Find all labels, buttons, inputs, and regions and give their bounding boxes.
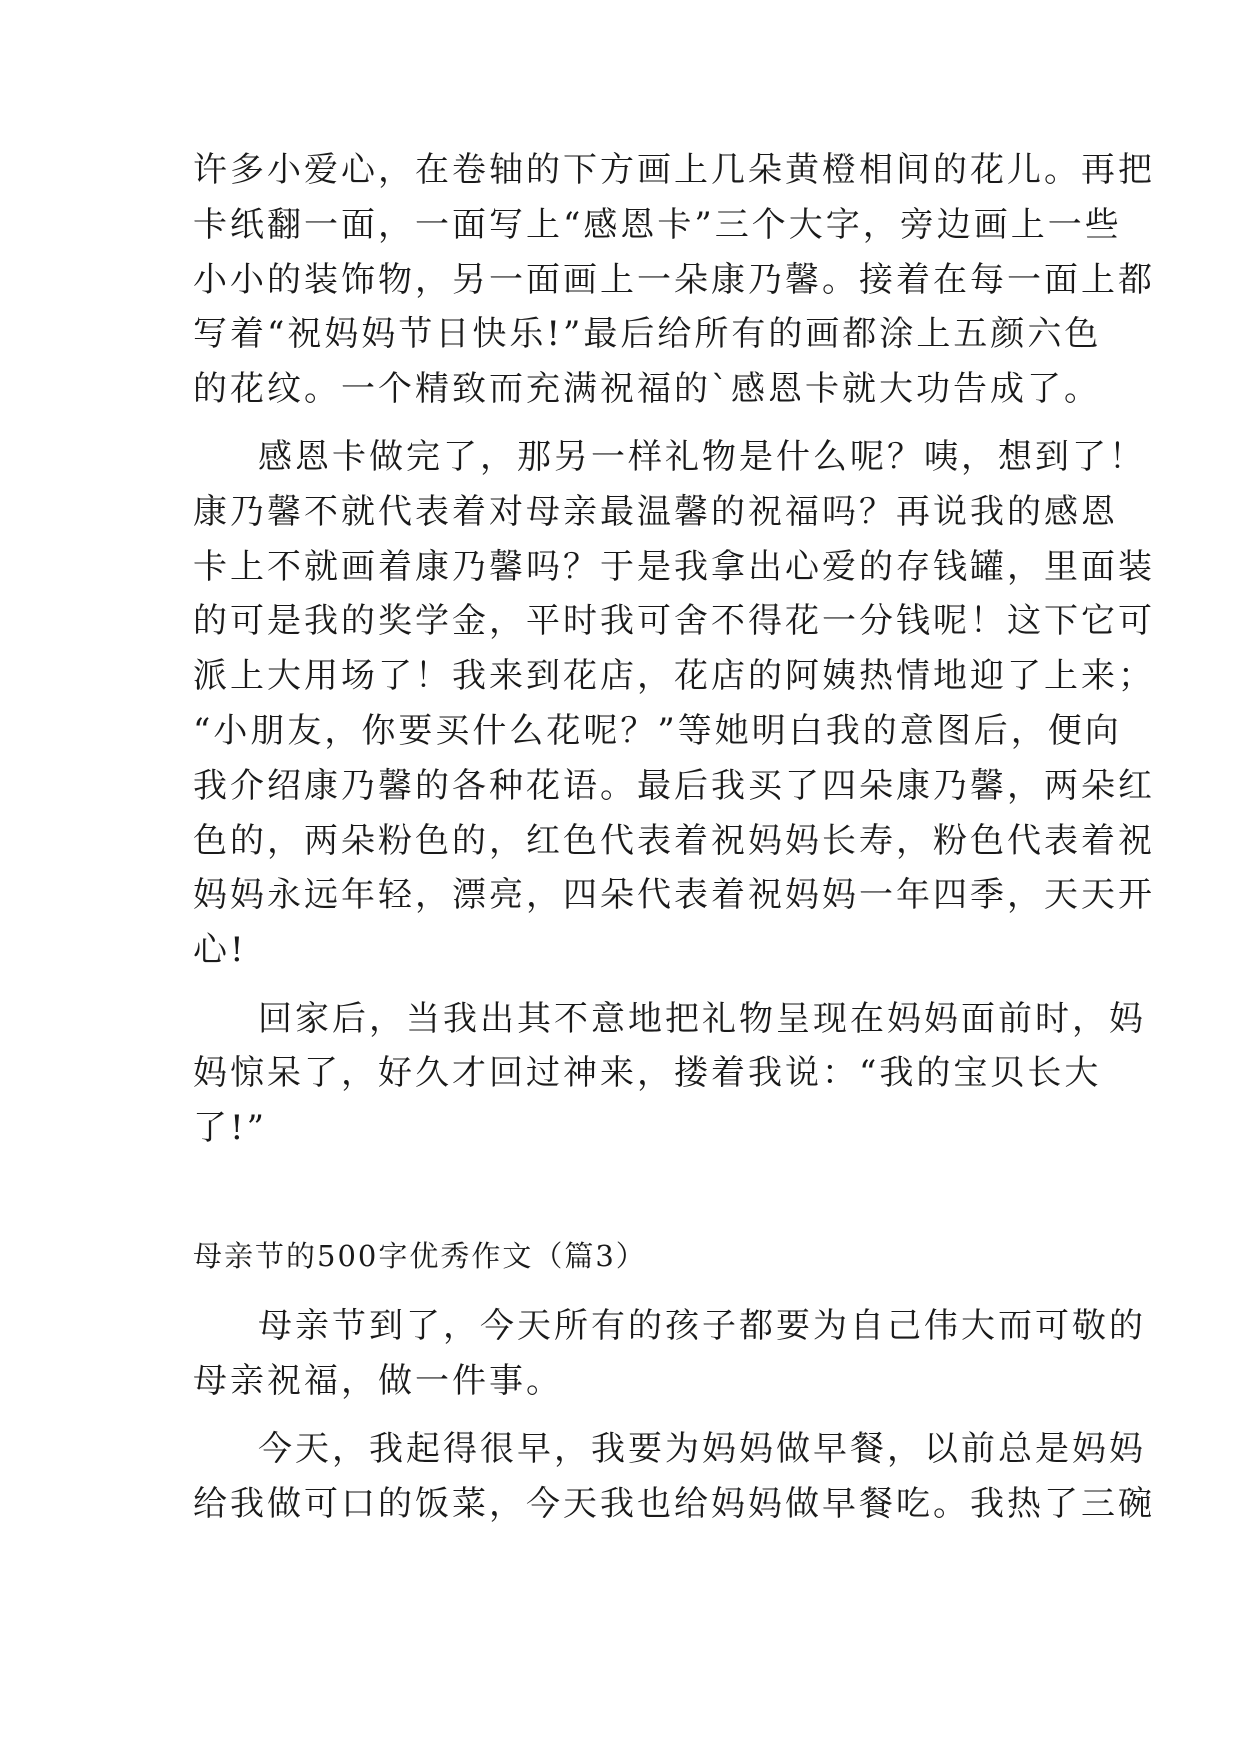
text-line: 妈惊呆了，好久才回过神来，搂着我说：“我的宝贝长大 [193,1053,1102,1093]
text-line: 的花纹。一个精致而充满祝福的`感恩卡就大功告成了。 [193,369,1101,409]
text-line: 了!” [193,1108,268,1148]
text-line: 我介绍康乃馨的各种花语。最后我买了四朵康乃馨，两朵红 [193,766,1155,806]
text-line: 色的，两朵粉色的，红色代表着祝妈妈长寿，粉色代表着祝 [193,821,1155,861]
text-line: 康乃馨不就代表着对母亲最温馨的祝福吗？再说我的感恩 [193,492,1118,532]
text-line: 派上大用场了！我来到花店，花店的阿姨热情地迎了上来； [193,656,1155,696]
text-line: 回家后，当我出其不意地把礼物呈现在妈妈面前时，妈 [258,999,1146,1039]
text-line: 的可是我的奖学金，平时我可舍不得花一分钱呢！这下它可 [193,601,1155,641]
text-line: 感恩卡做完了，那另一样礼物是什么呢？咦，想到了！ [258,437,1146,477]
text-line: 今天，我起得很早，我要为妈妈做早餐，以前总是妈妈 [258,1429,1146,1469]
text-line: 写着“祝妈妈节日快乐!”最后给所有的画都涂上五颜六色 [193,314,1102,354]
text-line: 母亲祝福，做一件事。 [193,1361,563,1401]
text-line: 心! [193,930,247,970]
text-line: 妈妈永远年轻，漂亮，四朵代表着祝妈妈一年四季，天天开 [193,875,1155,915]
text-line: 母亲节到了，今天所有的孩子都要为自己伟大而可敬的 [258,1306,1146,1346]
text-line: 卡纸翻一面，一面写上“感恩卡”三个大字，旁边画上一些 [193,205,1122,245]
text-line: 给我做可口的饭菜，今天我也给妈妈做早餐吃。我热了三碗 [193,1484,1155,1524]
text-line: 卡上不就画着康乃馨吗？于是我拿出心爱的存钱罐，里面装 [193,547,1155,587]
section-heading: 母亲节的500字优秀作文（篇3） [193,1239,647,1273]
text-line: 小小的装饰物，另一面画上一朵康乃馨。接着在每一面上都 [193,260,1155,300]
text-line: “小朋友，你要买什么花呢？”等她明白我的意图后，便向 [193,711,1122,751]
text-line: 许多小爱心，在卷轴的下方画上几朵黄橙相间的花儿。再把 [193,150,1155,190]
